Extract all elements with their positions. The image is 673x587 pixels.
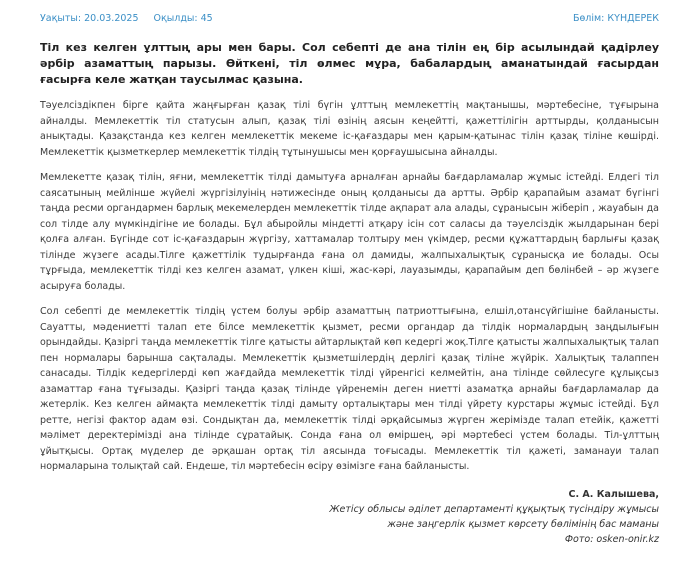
author-position-line1: Жетісу облысы әділет департаменті құқықтық түсіндіру жұмысы	[329, 503, 659, 515]
read-date: Уақыты: 20.03.2025	[40, 13, 139, 24]
article-lead: Тіл кез келген ұлттың ары мен бары. Сол себепті де ана тілін ең бір асылындай қадірлеу әрбір азаматтың парызы. Өйткені, тіл өлмес мұра, бабалардың аманатындай ғасырдан ғасырға келе жатқан таусылмас қазына.	[40, 41, 659, 86]
article-paragraph: Тәуелсіздікпен бірге қайта жаңғырған қазақ тілі бүгін ұлттың мемлекеттің мақтанышы, мәртебесіне, тұғырына айналды. Мемлекеттік тіл статусын алып, қазақ тілі өзінің аясын кеңейтті, қажеттілігін арттырды, қолданысын анықтады. Қазақстанда кез келген мемлекеттік мекеме іс-қағаздары мен қарым-қатынас тілін қазақ тіліне көшірді. Мемлекеттік қызметкерлер мемлекеттік тілдің тұтынушысы мен қорғаушысына айналды.	[40, 100, 659, 158]
author-signature	[40, 487, 659, 547]
view-count: Оқылды: 45	[153, 13, 213, 24]
article-paragraph: Мемлекетте қазақ тілін, яғни, мемлекеттік тілді дамытуға арналған арнайы бағдарламалар жұмыс істейді. Елдегі тіл саясатының мейлінше жүйелі жүргізілуінің нәтижесінде оның қолданысы да артты. Әрбір қарапайым азамат бүгінгі таңда ресми органдармен барлық мекемелерден мемлекеттік тілде ақпарат ала алады, сұранысын жіберіп , жауабын да сол тілде алу мүмкіндігіне ие болады. Бұл абыройлы міндетті атқару ісін сот саласы да тәуелсіздік жылдарынан бері қолға алған. Бүгінде сот іс-қағаздарын жүргізу, хаттамалар толтыру мен үкімдер, ресми құжаттардың барлығы қазақ тілінде жүзеге асады.Тілге қажеттілік тудырғанда ғана ол дамиды, жалпыхалықтық сұранысқа ие болады. Осы тұрғыда, мемлекеттік тілді кез келген азамат, үлкен кіші, жас-кәрі, лауазымды, қарапайым деп бөлінбей – әр жүзеге асыруға болады.	[40, 172, 659, 292]
author-position-line2: және заңгерлік қызмет көрсету бөлімінің бас маманы	[387, 518, 659, 530]
article-paragraph: Сол себепті де мемлекеттік тілдің үстем болуы әрбір азаматтың патриоттығына, елшіл,отансүйгішіне байланысты. Сауатты, мәдениетті талап ете білсе мемлекеттік қызмет, ресми органдар да тілдік нормалардың заңдылығын орындайды. Қазіргі таңда мемлекеттік тілге қатысты айтарлықтай көп кедергі жоқ.Тілге қатысты жалпыхалықтық талап пен нормалары барынша сақталады. Мемлекеттік қызметшілердің дерлігі қазақ тіліне жүйрік. Халықтық талаппен санасады. Тілдік кедергілерді көп жағдайда мемлекеттік тілді үйренгісі келмейтін, ана тілінде сөйлесуге құлықсыз азаматтар ғана тұғызады. Қазіргі таңда қазақ тілінде үйренемін деген ниетті азаматқа арнайы бағдарламалар да жетерлік. Кез келген аймақта мемлекеттік тілді дамыту орталықтары мен тілді үйрету курстары жұмыс істейді. Бұл ретте, негізі фактор адам өзі. Сондықтан да, мемлекеттік тілді әрқайсымыз жүрген жерімізде талап етейік, қажетті мәлімет деректерімізді ана тілінде сұратайық. Сонда ғана ол өміршең, әрі мәртебесі үстем болады. Тіл-ұлттың ұйытқысы. Ортақ мүделер де әрқашан ортақ тіл аясында тоғысады. Мемлекеттік тіл қажеті, заманауи талап нормаларына толықтай сай. Ендеше, тіл мәртебесін өсіру өзімізге ғана байланысты.	[40, 306, 659, 472]
article-meta-bar	[40, 12, 659, 26]
meta-left	[40, 12, 225, 26]
author-name: С. А. Калышева,	[568, 488, 659, 500]
section-link[interactable]: Бөлім: КҮНДЕРЕК	[572, 13, 659, 24]
photo-credit: Фото: osken-onir.kz	[564, 533, 659, 545]
